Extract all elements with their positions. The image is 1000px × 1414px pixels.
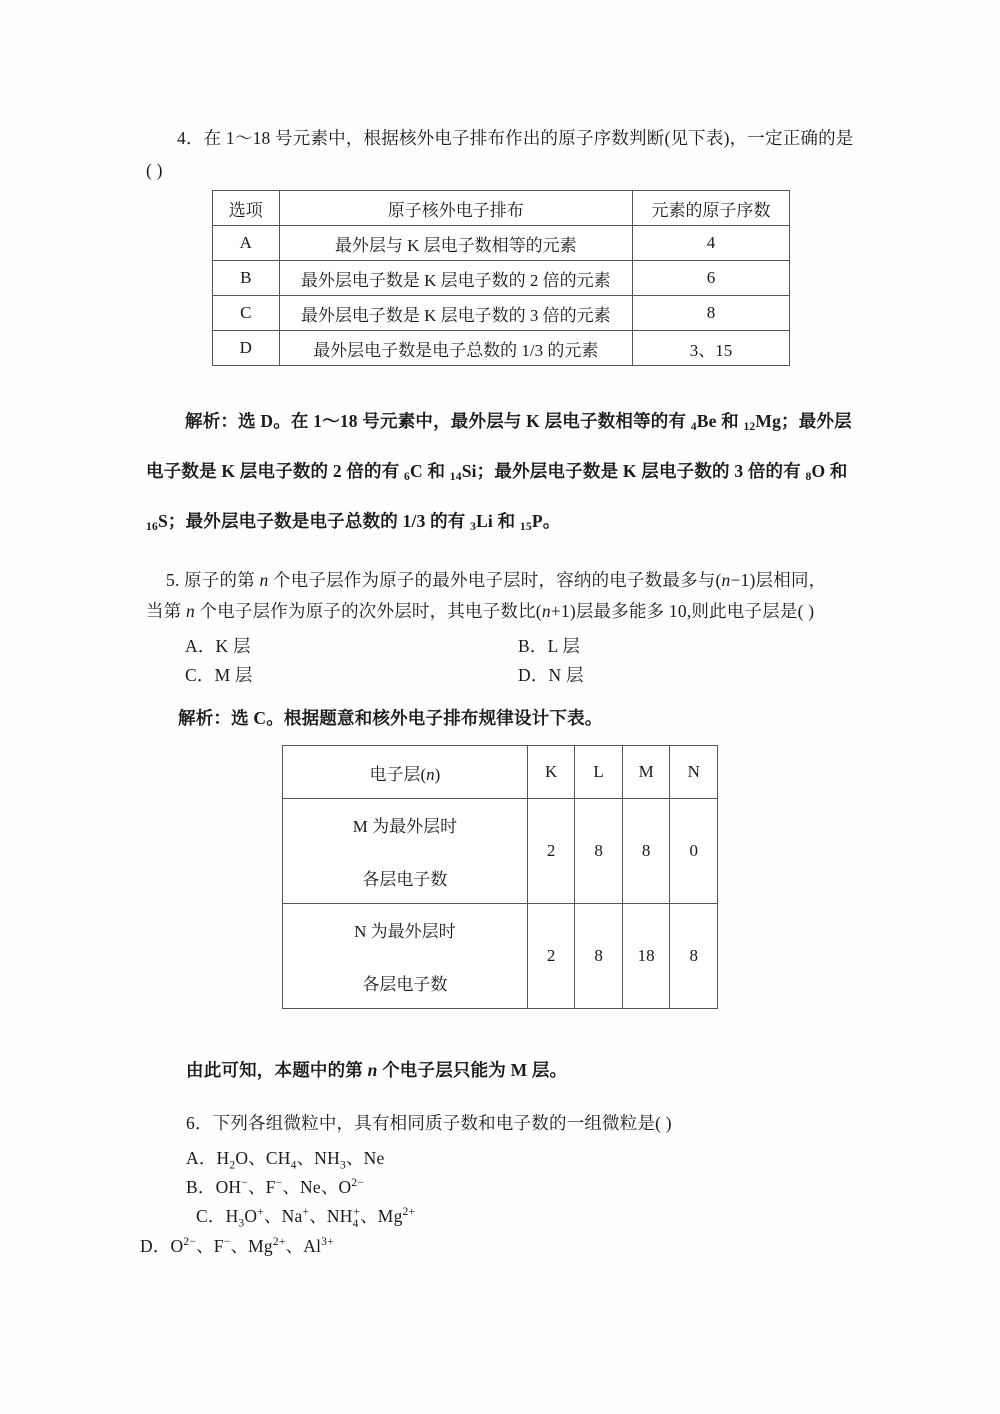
table-header-option: 选项: [213, 191, 280, 226]
analysis-text: Si；最外层电子数是 K 层电子数的 3 倍的有: [461, 461, 806, 481]
stem-text: 5. 原子的第: [166, 570, 260, 590]
analysis-text: 解析：选 D。在 1～18 号元素中，最外层与 K 层电子数相等的有: [185, 411, 691, 431]
table-row: [213, 296, 790, 331]
question4-analysis-line1: [185, 411, 852, 435]
stem-text: −1)层相同，: [730, 570, 827, 590]
row-label-bottom: 各层电子数: [362, 975, 448, 994]
variable-n: n: [367, 1060, 378, 1080]
option-c-label: C．: [196, 1206, 226, 1226]
row-description-b: 最外层电子数是 K 层电子数的 2 倍的元素: [279, 261, 632, 296]
row-label-top: N 为最外层时: [354, 922, 456, 941]
question6-option-c[interactable]: C．$H_3O^+$、Na+、$NH_4^+$、$Mg^{2+}$: [196, 1206, 416, 1230]
variable-n: n: [185, 601, 195, 621]
header-text: ): [434, 764, 441, 784]
option-a-label: A．: [186, 1148, 217, 1168]
variable-n: n: [426, 764, 435, 784]
question4-stem-line1: 4．在 1～18 号元素中，根据核外电子排布作出的原子序数判断(见下表)，一定正确的是: [177, 128, 854, 148]
row-option-b: B: [213, 261, 280, 296]
row-n-value-m: 18: [622, 904, 670, 1009]
question5-analysis-intro: 解析：选 C。根据题意和核外电子排布规律设计下表。: [178, 708, 603, 728]
atomic-number-prefix: 3: [470, 521, 477, 534]
stem-text: +1)层最多能多 10,则此电子层是( ): [550, 601, 815, 621]
row-m-value-k: 2: [527, 799, 575, 904]
row-number-d: 3、15: [633, 331, 790, 366]
question6-option-d[interactable]: D．$O^{2-}$、F−、$Mg^{2+}$、$Al^{3+}$: [140, 1236, 334, 1256]
question5-option-a[interactable]: A．K 层: [185, 636, 251, 656]
table-row: [213, 226, 790, 261]
row-n-value-n: 8: [670, 904, 718, 1009]
header-text: 电子层(: [369, 764, 427, 784]
question5-conclusion: [186, 1060, 567, 1082]
atomic-number-prefix: 12: [743, 421, 756, 434]
question4-options-table: [212, 190, 790, 366]
table-header-description: 原子核外电子排布: [279, 191, 632, 226]
analysis-text: 电子数是 K 层电子数的 2 倍的有: [146, 461, 405, 481]
conclusion-text: 由此可知，本题中的第: [186, 1060, 368, 1080]
question6-option-a[interactable]: A．$H_2O$、$CH_4$、$NH_3$、Ne: [186, 1148, 385, 1172]
atomic-number-prefix: 14: [449, 471, 462, 484]
table-header-shell-k: K: [527, 746, 575, 799]
question4-answer-blank: ( ): [146, 160, 163, 180]
stem-text: 个电子层作为原子的最外电子层时，容纳的电子数最多与(: [268, 570, 722, 590]
analysis-text: Mg；最外层: [755, 411, 852, 431]
analysis-text: O 和: [811, 461, 848, 481]
table-header-row: [213, 191, 790, 226]
row-number-a: 4: [633, 226, 790, 261]
question4-analysis-line3: [146, 511, 560, 535]
table-row: [213, 261, 790, 296]
variable-n: n: [259, 570, 269, 590]
question5-shell-table: [282, 745, 718, 1009]
table-header-atomic-number: 元素的原子序数: [633, 191, 790, 226]
row-option-d: D: [213, 331, 280, 366]
question5-option-d[interactable]: D．N 层: [518, 665, 584, 685]
conclusion-text: 个电子层只能为 M 层。: [377, 1060, 568, 1080]
table-header-shell-m: M: [622, 746, 670, 799]
variable-n: n: [541, 601, 551, 621]
table-header-shell-n: N: [670, 746, 718, 799]
question5-stem-line1: [166, 570, 826, 592]
row-label-n-outermost: [283, 904, 528, 1009]
atomic-number-prefix: 15: [519, 521, 532, 534]
option-d-label: D．: [140, 1236, 171, 1256]
question6-stem: 6．下列各组微粒中，具有相同质子数和电子数的一组微粒是( ): [186, 1113, 672, 1133]
row-n-value-k: 2: [527, 904, 575, 1009]
row-option-c: C: [213, 296, 280, 331]
question6-option-b[interactable]: B．OH−、F−、Ne、$O^{2-}$: [186, 1177, 365, 1197]
atomic-number-prefix: 16: [146, 521, 158, 534]
row-label-top: M 为最外层时: [352, 817, 458, 836]
atomic-number-prefix: 4: [690, 421, 697, 434]
table-row: [213, 331, 790, 366]
table-header-shell-l: L: [575, 746, 622, 799]
row-label-m-outermost: [283, 799, 528, 904]
row-option-a: A: [213, 226, 280, 261]
question4-analysis-line2: [146, 461, 848, 485]
stem-text: 个电子层作为原子的次外层时，其电子数比(: [194, 601, 542, 621]
option-b-label: B．: [186, 1177, 216, 1197]
atomic-number-prefix: 6: [404, 471, 411, 484]
atomic-number-prefix: 8: [805, 471, 812, 484]
stem-text: 当第: [146, 601, 186, 621]
row-description-c: 最外层电子数是 K 层电子数的 3 倍的元素: [279, 296, 632, 331]
variable-n: n: [721, 570, 731, 590]
analysis-text: Li 和: [476, 511, 520, 531]
row-description-d: 最外层电子数是电子总数的 1/3 的元素: [279, 331, 632, 366]
row-description-a: 最外层与 K 层电子数相等的元素: [279, 226, 632, 261]
analysis-text: C 和: [410, 461, 450, 481]
row-number-b: 6: [633, 261, 790, 296]
analysis-text: P。: [531, 511, 561, 531]
table-row: [283, 904, 718, 1009]
row-number-c: 8: [633, 296, 790, 331]
analysis-text: S；最外层电子数是电子总数的 1/3 的有: [157, 511, 471, 531]
row-n-value-l: 8: [575, 904, 622, 1009]
question5-option-c[interactable]: C．M 层: [185, 665, 253, 685]
row-m-value-n: 0: [670, 799, 718, 904]
row-m-value-l: 8: [575, 799, 622, 904]
question5-option-b[interactable]: B．L 层: [518, 636, 581, 656]
row-label-bottom: 各层电子数: [362, 870, 448, 889]
row-m-value-m: 8: [622, 799, 670, 904]
table-header-electron-shell: [283, 746, 528, 799]
table-header-row: [283, 746, 718, 799]
analysis-text: Be 和: [696, 411, 744, 431]
question5-stem-line2: [146, 601, 814, 623]
table-row: [283, 799, 718, 904]
